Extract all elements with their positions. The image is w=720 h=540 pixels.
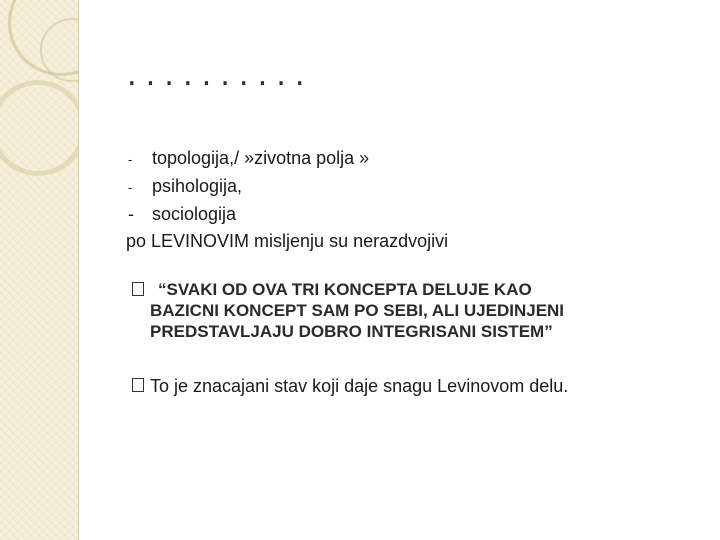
quote-line: BAZICNI KONCEPT SAM PO SEBI, ALI UJEDINJENI [150,301,565,320]
square-bullet-icon [132,378,144,392]
list-item-text: topologija,/ »zivotna polja » [152,148,370,168]
decorative-ring [0,80,79,176]
statement-text: To je znacajani stav koji daje snagu Levinovom delu. [150,376,569,396]
list-item [128,145,448,173]
quote-line [132,279,702,300]
dash-marker: - [128,151,133,167]
list-item-text: psihologija, [152,175,243,196]
dash-marker: - [128,179,133,195]
square-bullet-icon [132,282,144,296]
slide-title: .......... [124,62,311,92]
statement [132,376,568,397]
list-item-text: sociologija [152,203,237,224]
topic-list [128,145,448,255]
quote-line-text: “SVAKI OD OVA TRI KONCEPTA DELUJE KAO [158,280,532,299]
quote-line: PREDSTAVLJAJU DOBRO INTEGRISANI SISTEM” [150,322,553,341]
decorative-sidebar [0,0,79,540]
dash-marker: - [128,204,134,225]
list-closing-line: po LEVINOVIM misljenju su nerazdvojivi [126,231,449,252]
list-item [128,173,448,201]
quote-block [132,279,702,342]
list-item [128,201,448,229]
